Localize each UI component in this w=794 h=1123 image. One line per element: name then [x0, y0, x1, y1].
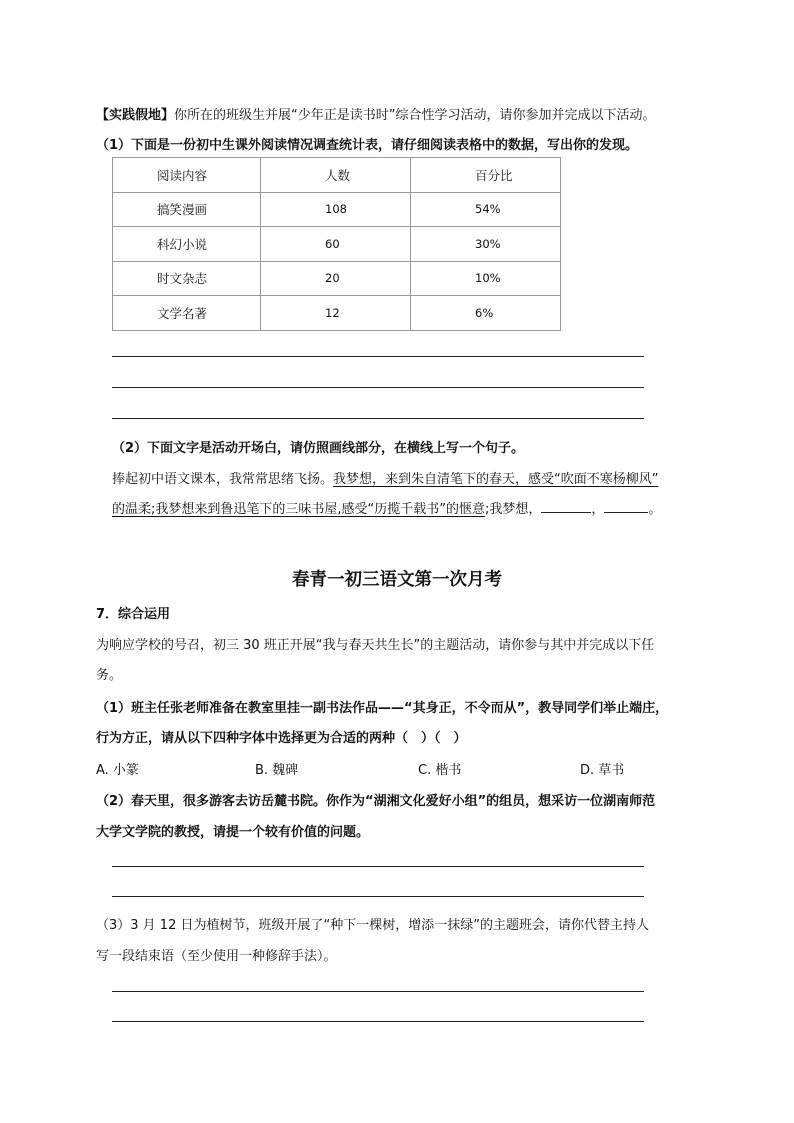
q2-line-1: [112, 468, 659, 487]
fill-blank[interactable]: [541, 500, 591, 513]
q7-p3-line-1: （3）3 月 12 日为植树节，班级开展了“种下一棵树，增添一抹绿”的主题班会，请你代替主持人: [96, 918, 649, 933]
q2-separator: ，: [591, 502, 605, 517]
table-cell: 12: [261, 296, 411, 331]
option-a[interactable]: A. 小篆: [96, 763, 139, 778]
q2-title: （2）下面文字是活动开场白，请仿照画线部分，在横线上写一个句子。: [112, 441, 525, 456]
table-cell: 30%: [411, 227, 561, 262]
table-cell: 54%: [411, 192, 561, 227]
table-header-row: [113, 158, 561, 193]
table-header-cell: 百分比: [411, 158, 561, 193]
answer-line[interactable]: [112, 991, 644, 992]
answer-line[interactable]: [112, 387, 644, 388]
table-cell: 108: [261, 192, 411, 227]
q7-heading: 7．综合运用: [96, 607, 171, 622]
table-row: [113, 227, 561, 262]
fill-blank[interactable]: [604, 500, 648, 513]
q2-plain-text: ;我梦想，: [484, 502, 542, 517]
answer-line[interactable]: [112, 418, 644, 419]
table-row: [113, 261, 561, 296]
q2-line-2: [112, 498, 661, 517]
table-row: [113, 192, 561, 227]
q7-p2-line-1: （2）春天里，很多游客去访岳麓书院。你作为“湖湘文化爱好小组”的组员，想采访一位湖南师范: [96, 794, 656, 809]
table-cell: 10%: [411, 261, 561, 296]
q7-p2-line-2: 大学文学院的教授，请提一个较有价值的问题。: [96, 825, 370, 840]
table-cell: 6%: [411, 296, 561, 331]
option-c[interactable]: C. 楷书: [418, 763, 462, 778]
q7-p3-line-2: 写一段结束语（至少使用一种修辞手法）。: [96, 949, 337, 964]
answer-line[interactable]: [112, 356, 644, 357]
table-header-cell: 人数: [261, 158, 411, 193]
q2-plain-text: 捧起初中语文课本，我常常思绪飞扬。: [112, 472, 334, 487]
q7-p1-line-1: （1）班主任张老师准备在教室里挂一副书法作品——“其身正，不令而从”，教导同学们举止端庄，: [96, 701, 669, 716]
intro-text: 你所在的班级生并展“少年正是读书时”综合性学习活动，请你参加并完成以下活动。: [174, 108, 656, 123]
table-cell: 科幻小说: [113, 227, 261, 262]
intro-label: 【实践假地】: [96, 108, 175, 123]
q1-title: （1）下面是一份初中生课外阅读情况调查统计表，请仔细阅读表格中的数据，写出你的发现。: [96, 138, 639, 153]
option-b[interactable]: B. 魏碑: [255, 763, 299, 778]
option-d[interactable]: D. 草书: [580, 763, 625, 778]
table-cell: 20: [261, 261, 411, 296]
table-cell: 搞笑漫画: [113, 192, 261, 227]
table-cell: 时文杂志: [113, 261, 261, 296]
answer-line[interactable]: [112, 866, 644, 867]
answer-line[interactable]: [112, 896, 644, 897]
answer-line[interactable]: [112, 1021, 644, 1022]
reading-survey-table: [112, 157, 561, 331]
table-row: [113, 296, 561, 331]
table-cell: 文学名著: [113, 296, 261, 331]
q7-intro-line-1: 为响应学校的号召，初三 30 班正开展“我与春天共生长”的主题活动，请你参与其中并完成以下任: [96, 638, 655, 653]
q7-p1-line-2: 行为方正，请从以下四种字体中选择更为合适的两种（ ）（ ）: [96, 731, 467, 746]
q2-underlined-text: 我梦想，来到朱自清笔下的春天，感受“吹面不寒杨柳风”: [333, 472, 659, 487]
q2-underlined-text: 的温柔;我梦想来到鲁迅笔下的三味书屋,感受“历揽千载书”的惬意: [112, 502, 485, 517]
table-cell: 60: [261, 227, 411, 262]
section-title: 春青一初三语文第一次月考: [292, 570, 502, 590]
q7-intro-line-2: 务。: [96, 668, 123, 683]
intro-line: [96, 104, 656, 123]
table-header-cell: 阅读内容: [113, 158, 261, 193]
q2-end: 。: [648, 502, 662, 517]
